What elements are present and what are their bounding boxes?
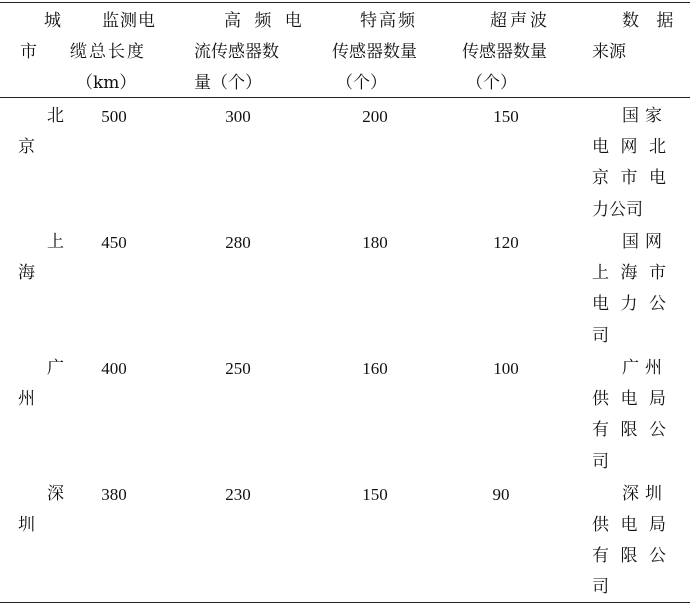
row3-length: 400	[101, 359, 127, 378]
row2-source-2: 上海市	[592, 263, 666, 283]
header-hf-2: 流传感器数	[194, 42, 279, 62]
header-source-2: 来源	[592, 42, 626, 62]
row4-city-1: 深	[47, 484, 64, 504]
header-hf-1: 高 频 电	[224, 11, 306, 31]
row4-hf: 230	[225, 485, 251, 504]
header-us-2: 传感器数量	[462, 42, 547, 62]
header-uhf-2: 传感器数量	[332, 42, 417, 62]
row4-city-2: 圳	[18, 515, 35, 535]
header-us-3: （个）	[466, 73, 517, 93]
row1-source-3: 京市电	[592, 168, 666, 188]
row3-us: 100	[493, 359, 519, 378]
row2-city-2: 海	[18, 263, 35, 283]
row4-us: 90	[492, 485, 510, 504]
header-length-3: （km）	[76, 73, 137, 93]
row2-length: 450	[101, 233, 127, 252]
header-city-2: 市	[20, 42, 37, 62]
row3-hf: 250	[225, 359, 251, 378]
row4-source-1: 深圳	[622, 484, 668, 504]
row4-source-2: 供电局	[592, 515, 666, 535]
row1-hf: 300	[225, 107, 251, 126]
header-length-2: 缆总长度	[70, 42, 146, 62]
header-us-1: 超声波	[490, 11, 550, 31]
row3-source-4: 司	[592, 452, 609, 472]
row3-city-2: 州	[18, 389, 35, 409]
row1-source-1: 国家	[622, 106, 668, 126]
row3-source-1: 广州	[622, 358, 668, 378]
row2-source-1: 国网	[622, 232, 668, 252]
header-source-1: 数 据	[622, 11, 680, 31]
row4-source-3: 有限公	[592, 546, 666, 566]
header-length-1: 监测电	[102, 11, 156, 31]
header-uhf-3: （个）	[336, 73, 387, 93]
row2-city-1: 上	[47, 232, 64, 252]
row3-city-1: 广	[47, 358, 64, 378]
row1-us: 150	[493, 107, 519, 126]
row3-source-3: 有限公	[592, 420, 666, 440]
row1-length: 500	[101, 107, 127, 126]
table-top-rule	[0, 2, 690, 3]
row1-city-1: 北	[47, 106, 64, 126]
row1-source-2: 电网北	[592, 137, 666, 157]
header-city-1: 城	[44, 11, 61, 31]
row2-uhf: 180	[362, 233, 388, 252]
row2-source-4: 司	[592, 326, 609, 346]
row1-city-2: 京	[18, 137, 35, 157]
row4-length: 380	[101, 485, 127, 504]
row2-us: 120	[493, 233, 519, 252]
table-bottom-rule	[0, 602, 690, 603]
row4-uhf: 150	[362, 485, 388, 504]
row2-hf: 280	[225, 233, 251, 252]
header-uhf-1: 特高频	[360, 11, 417, 31]
row1-source-4: 力公司	[592, 200, 643, 220]
header-hf-3: 量（个）	[194, 73, 262, 93]
row4-source-4: 司	[592, 577, 609, 597]
row3-source-2: 供电局	[592, 389, 666, 409]
row2-source-3: 电力公	[592, 294, 666, 314]
row3-uhf: 160	[362, 359, 388, 378]
row1-uhf: 200	[362, 107, 388, 126]
